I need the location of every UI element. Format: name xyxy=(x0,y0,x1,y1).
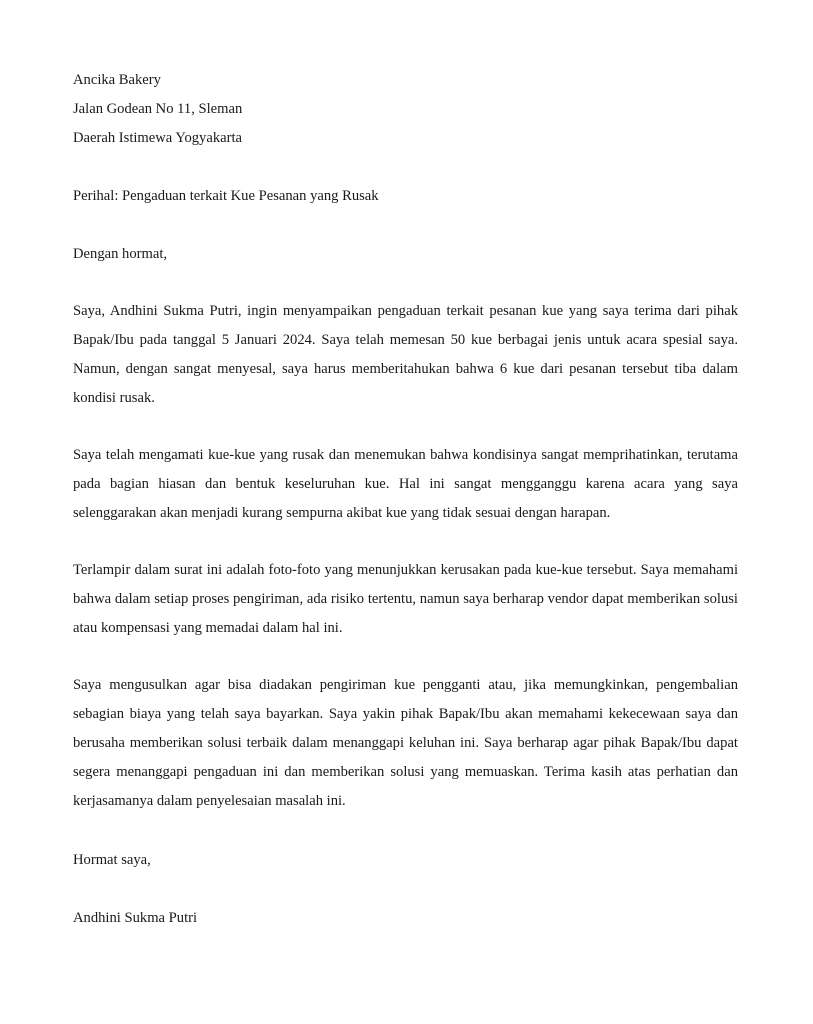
body-paragraph-1: Saya, Andhini Sukma Putri, ingin menyampaikan pengaduan terkait pesanan kue yang saya terima dari pihak Bapak/Ibu pada tanggal 5 Januari 2024. Saya telah memesan 50 kue berbagai jenis untuk acara spesial saya. Namun, dengan sangat menyesal, saya harus memberitahukan bahwa 6 kue dari pesanan tersebut tiba dalam kondisi rusak. xyxy=(73,303,738,406)
body-paragraph-4: Saya mengusulkan agar bisa diadakan pengiriman kue pengganti atau, jika memungkinkan, pengembalian sebagian biaya yang telah saya bayarkan. Saya yakin pihak Bapak/Ibu akan memahami kekecewaan saya dan berusaha memberikan solusi terbaik dalam menanggapi keluhan ini. Saya berharap agar pihak Bapak/Ibu dapat segera menanggapi pengaduan ini dan memberikan solusi yang memuaskan. Terima kasih atas perhatian dan kerjasamanya dalam penyelesaian masalah ini. xyxy=(73,677,738,809)
closing-phrase: Hormat saya, xyxy=(73,852,151,868)
signature-name: Andhini Sukma Putri xyxy=(73,910,198,926)
body-paragraph-3: Terlampir dalam surat ini adalah foto-foto yang menunjukkan kerusakan pada kue-kue tersebut. Saya memahami bahwa dalam setiap proses pengiriman, ada risiko tertentu, namun saya berharap vendor dapat memberikan solusi atau kompensasi yang memadai dalam hal ini. xyxy=(73,562,738,636)
body-paragraph-2: Saya telah mengamati kue-kue yang rusak dan menemukan bahwa kondisinya sangat memprihatinkan, terutama pada bagian hiasan dan bentuk keseluruhan kue. Hal ini sangat mengganggu karena acara yang saya selenggarakan akan menjadi kurang sempurna akibat kue yang tidak sesuai dengan harapan. xyxy=(73,447,738,521)
recipient-street: Jalan Godean No 11, Sleman xyxy=(73,101,243,117)
subject-line: Perihal: Pengaduan terkait Kue Pesanan yang Rusak xyxy=(73,188,379,204)
recipient-address-block xyxy=(73,66,738,153)
recipient-region: Daerah Istimewa Yogyakarta xyxy=(73,130,242,146)
recipient-name: Ancika Bakery xyxy=(73,72,161,88)
salutation: Dengan hormat, xyxy=(73,246,168,262)
letter-content xyxy=(73,66,738,948)
